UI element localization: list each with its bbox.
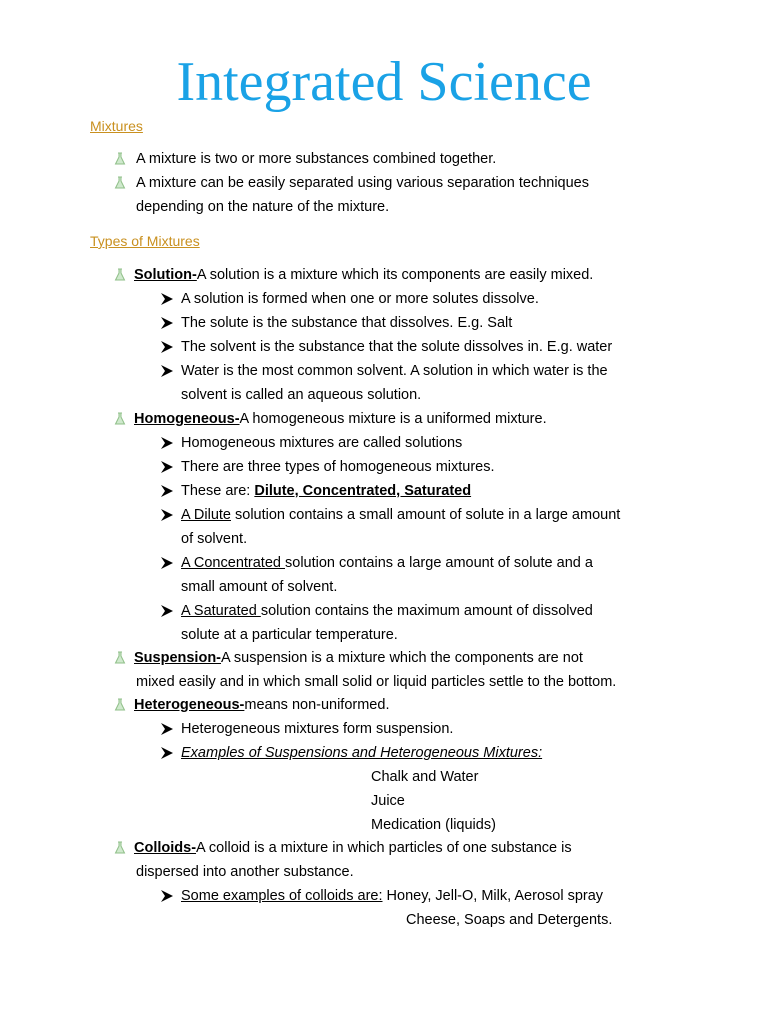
solution-def: A solution is a mixture which its components are easily mixed. [196, 267, 594, 283]
heterogeneous-point-1: Heterogeneous mixtures form suspension. [181, 721, 454, 737]
solution-point-4-cont: solvent is called an aqueous solution. [181, 387, 422, 403]
flask-icon [114, 176, 126, 190]
heterogeneous-examples-heading: Examples of Suspensions and Heterogeneous Mixtures: [181, 745, 543, 761]
dilute-term: A Dilute [181, 507, 231, 523]
page-title: Integrated Science [176, 51, 592, 113]
heterogeneous-def: means non-uniformed. [244, 697, 390, 713]
arrow-bullet-icon [160, 436, 174, 450]
arrow-bullet-icon [160, 746, 174, 760]
homogeneous-term: Homogeneous- [134, 411, 240, 427]
solution-point-3: The solvent is the substance that the solute dissolves in. E.g. water [181, 339, 613, 355]
colloids-term: Colloids- [134, 840, 197, 856]
suspension-def: A suspension is a mixture which the components are not [221, 650, 583, 666]
solution-item [124, 266, 593, 284]
solution-point-2: The solute is the substance that dissolves. E.g. Salt [181, 315, 513, 331]
mixtures-bullet-2: A mixture can be easily separated using various separation techniques [136, 175, 589, 191]
colloids-item [124, 839, 572, 857]
arrow-bullet-icon [160, 722, 174, 736]
arrow-bullet-icon [160, 340, 174, 354]
colloids-examples-list: Honey, Jell-O, Milk, Aerosol spray [382, 888, 604, 904]
homogeneous-point-3 [181, 482, 471, 500]
homogeneous-item [124, 410, 547, 428]
suspension-term: Suspension- [134, 650, 222, 666]
dilute-point [181, 506, 620, 524]
heterogeneous-term: Heterogeneous- [134, 697, 245, 713]
dilute-point-cont: of solvent. [181, 531, 248, 547]
dilute-def: solution contains a small amount of solute in a large amount [230, 507, 621, 523]
arrow-bullet-icon [160, 460, 174, 474]
concentrated-def: solution contains a large amount of solute and a [285, 555, 593, 571]
solution-point-4: Water is the most common solvent. A solution in which water is the [181, 363, 608, 379]
example-chalk-water: Chalk and Water [371, 769, 479, 785]
arrow-bullet-icon [160, 889, 174, 903]
colloids-examples [181, 887, 603, 905]
example-medication: Medication (liquids) [371, 817, 496, 833]
mixtures-bullet-1: A mixture is two or more substances combined together. [136, 151, 497, 167]
saturated-def: solution contains the maximum amount of dissolved [260, 603, 593, 619]
saturated-term: A Saturated [181, 603, 261, 619]
arrow-bullet-icon [160, 292, 174, 306]
heterogeneous-item [124, 696, 389, 714]
arrow-bullet-icon [160, 508, 174, 522]
concentrated-term: A Concentrated [181, 555, 285, 571]
arrow-bullet-icon [160, 604, 174, 618]
suspension-item [124, 649, 583, 667]
homogeneous-def: A homogeneous mixture is a uniformed mixture. [239, 411, 547, 427]
mixtures-bullet-2-cont: depending on the nature of the mixture. [136, 199, 390, 215]
concentrated-point [181, 554, 593, 572]
types-heading: Types of Mixtures [90, 233, 200, 249]
saturated-point [181, 602, 593, 620]
colloids-def-cont: dispersed into another substance. [136, 864, 354, 880]
types-list: Dilute, Concentrated, Saturated [254, 483, 472, 499]
homogeneous-point-1: Homogeneous mixtures are called solutions [181, 435, 463, 451]
colloids-examples-cont: Cheese, Soaps and Detergents. [406, 912, 613, 928]
mixtures-heading: Mixtures [90, 118, 143, 134]
concentrated-point-cont: small amount of solvent. [181, 579, 338, 595]
solution-point-1: A solution is formed when one or more solutes dissolve. [181, 291, 539, 307]
arrow-bullet-icon [160, 556, 174, 570]
flask-icon [114, 152, 126, 166]
saturated-point-cont: solute at a particular temperature. [181, 627, 398, 643]
example-juice: Juice [371, 793, 405, 809]
arrow-bullet-icon [160, 316, 174, 330]
solution-term: Solution- [134, 267, 197, 283]
colloids-examples-label: Some examples of colloids are: [181, 888, 383, 904]
types-prefix: These are: [181, 483, 255, 499]
colloids-def: A colloid is a mixture in which particles of one substance is [196, 840, 572, 856]
arrow-bullet-icon [160, 484, 174, 498]
suspension-def-cont: mixed easily and in which small solid or liquid particles settle to the bottom. [136, 674, 617, 690]
homogeneous-point-2: There are three types of homogeneous mixtures. [181, 459, 495, 475]
arrow-bullet-icon [160, 364, 174, 378]
